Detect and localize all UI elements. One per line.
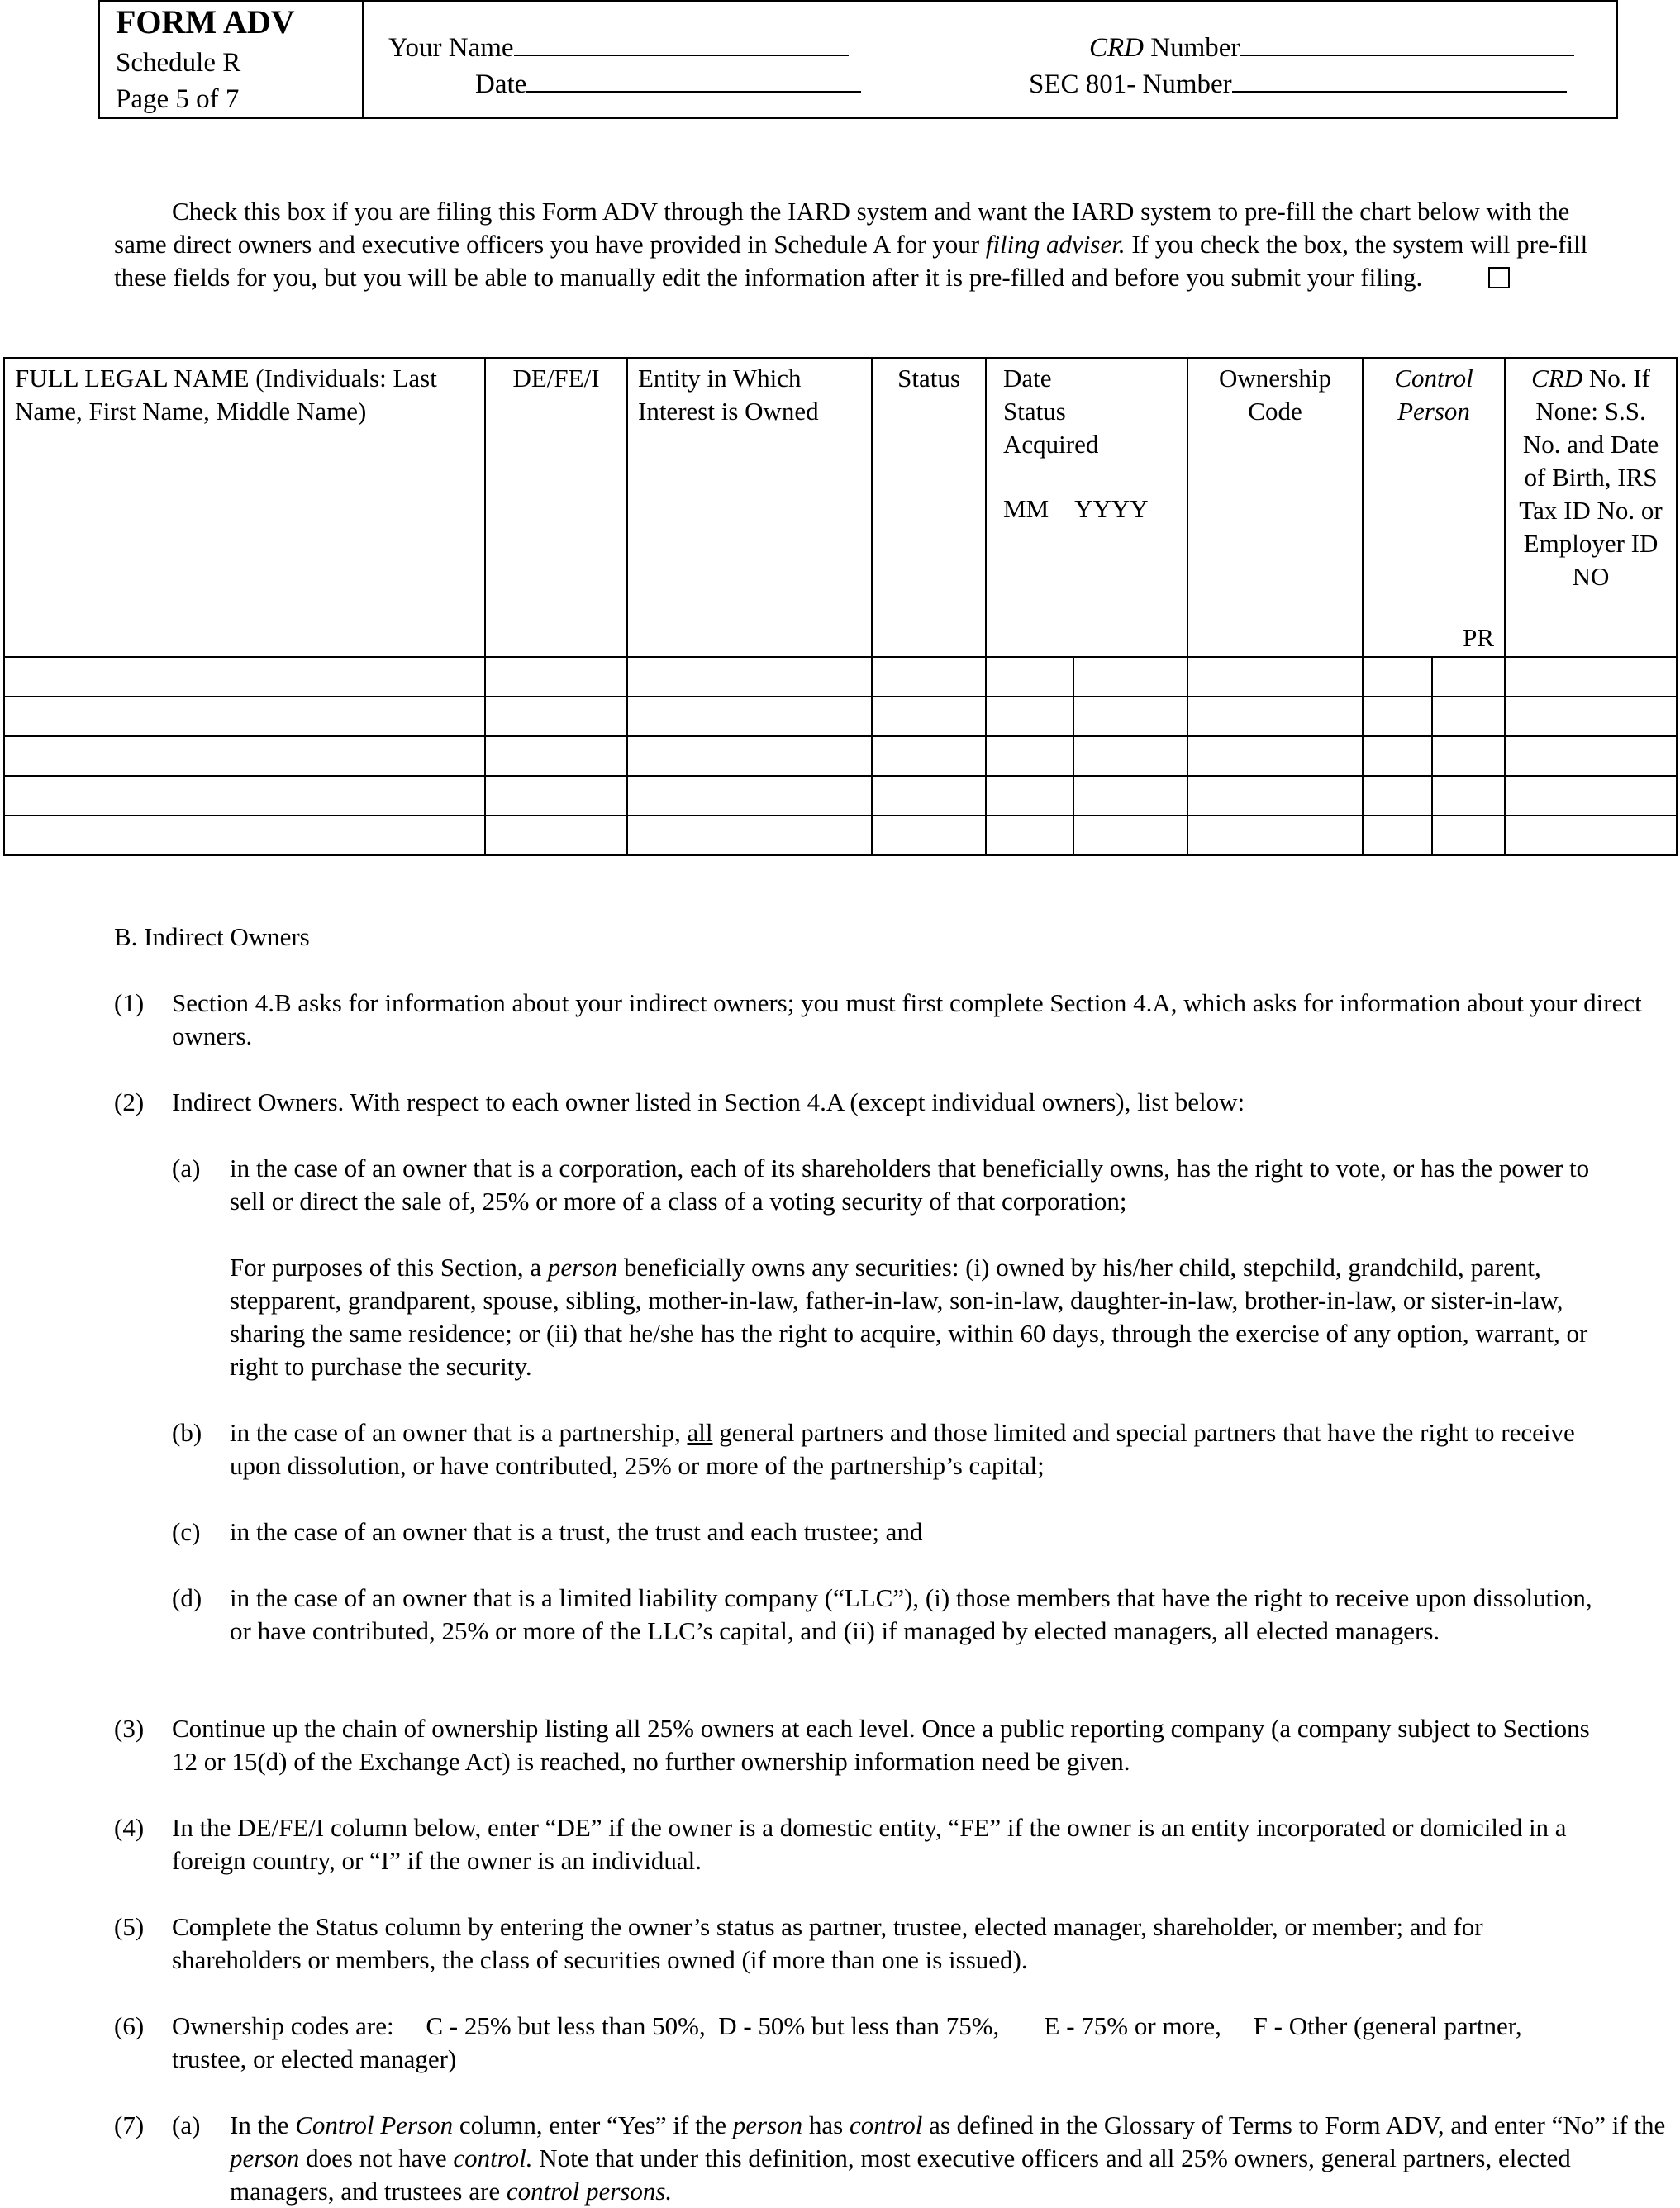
item-2c-text: in the case of an owner that is a trust, the trust and each trustee; and (230, 1517, 923, 1546)
date-header-mm: MM (1003, 494, 1049, 523)
col-crd-no (1505, 358, 1677, 657)
prefill-text-2: If you check the box, the system will pre-fill these fields for you, but you will be able to manually edit the information after it is pre-filled and before you submit your filing. (114, 230, 1588, 292)
table-cell[interactable] (485, 697, 627, 736)
table-cell[interactable] (1363, 657, 1432, 697)
table-cell[interactable] (986, 697, 1073, 736)
table-header-row (4, 358, 1677, 657)
table-cell[interactable] (1187, 736, 1363, 776)
item-7a-text (230, 2109, 1676, 2208)
item-2a-label: (a) (172, 1154, 201, 1183)
date-row (475, 63, 861, 101)
item-2a-note-text-2: beneficially owns any securities: (i) owned by his/her child, stepchild, grandchild, parent, stepparent, grandparent, spouse, sibling, mother-in-law, father-in-law, son-in-law, daughter-in-law, brother-in-law, or sister-in-law, sharing the same residence; or (ii) that he/she has the right to acquire, within 60 days, through the exercise of any option, warrant, or right to purchase the security. (230, 1253, 1588, 1381)
item-2a-note (230, 1251, 1618, 1383)
crd-number-row (1089, 26, 1574, 64)
date-label: Date (475, 69, 527, 99)
table-cell[interactable] (1432, 697, 1505, 736)
your-name-row (388, 26, 849, 64)
item-2b-underline: all (687, 1418, 713, 1447)
item-7a-text-5: does not have (299, 2144, 454, 2172)
form-title: FORM ADV (116, 3, 295, 40)
crd-number-field[interactable] (1240, 26, 1574, 56)
table-cell[interactable] (485, 657, 627, 697)
table-cell[interactable] (627, 816, 872, 855)
item-7a-italic-2: person (732, 2110, 803, 2139)
item-7a-text-3: has (802, 2110, 850, 2139)
table-cell[interactable] (4, 776, 485, 816)
table-cell[interactable] (4, 657, 485, 697)
item-2d-text: in the case of an owner that is a limited liability company (“LLC”), (i) those members that have the right to receive upon dissolution, or have contributed, 25% or more of the LLC’s capital, and (ii) if managed by elected managers, all elected managers. (230, 1583, 1592, 1645)
table-cell[interactable] (1187, 816, 1363, 855)
item-7a-label: (a) (172, 2110, 201, 2139)
table-cell[interactable] (1363, 776, 1432, 816)
table-row (4, 816, 1677, 855)
form-schedule: Schedule R (116, 48, 241, 78)
crd-header-italic: CRD (1531, 364, 1583, 393)
table-cell[interactable] (1432, 816, 1505, 855)
prefill-text-italic: filing adviser. (985, 230, 1126, 259)
sec-number-row (1029, 63, 1567, 101)
table-cell[interactable] (986, 776, 1073, 816)
date-field[interactable] (526, 63, 861, 93)
your-name-field[interactable] (514, 26, 849, 56)
col-defei: DE/FE/I (485, 358, 627, 657)
table-cell[interactable] (1187, 776, 1363, 816)
item-7a-text-6: Note that under this definition, most executive officers and all 25% owners, general partners, elected managers, and trustees are (230, 2144, 1571, 2206)
crd-header-text: No. If None: S.S. No. and Date of Birth, IRS Tax ID No. or Employer ID NO (1519, 364, 1663, 591)
owners-table (3, 357, 1678, 856)
table-cell[interactable] (4, 736, 485, 776)
table-cell[interactable] (1505, 776, 1677, 816)
item-3-text: Continue up the chain of ownership listing all 25% owners at each level. Once a public reporting company (a company subject to Sections 12 or 15(d) of the Exchange Act) is reached, no further ownership information need be given. (172, 1714, 1590, 1776)
item-7a-italic-5: control. (453, 2144, 533, 2172)
table-cell[interactable] (1505, 816, 1677, 855)
table-cell[interactable] (485, 736, 627, 776)
table-cell[interactable] (1363, 816, 1432, 855)
item-1-text: Section 4.B asks for information about your indirect owners; you must first complete Section 4.A, which asks for information about your direct owners. (172, 988, 1642, 1050)
table-cell[interactable] (986, 657, 1073, 697)
col-status: Status (872, 358, 986, 657)
table-cell[interactable] (1073, 657, 1187, 697)
ownership-header-line-1: Ownership (1218, 364, 1332, 393)
table-cell[interactable] (4, 816, 485, 855)
item-2-number: (2) (114, 1087, 145, 1116)
item-5-number: (5) (114, 1912, 145, 1941)
table-cell[interactable] (1505, 657, 1677, 697)
item-6-number: (6) (114, 2011, 145, 2040)
item-2b-label: (b) (172, 1418, 202, 1447)
table-cell[interactable] (627, 657, 872, 697)
table-cell[interactable] (1505, 697, 1677, 736)
date-header-line-2: Status (1003, 397, 1066, 426)
table-cell[interactable] (485, 816, 627, 855)
crd-label-italic: CRD (1089, 33, 1144, 63)
item-2a-text: in the case of an owner that is a corporation, each of its shareholders that beneficially owns, has the right to vote, or has the power to sell or direct the sale of, 25% or more of a class of a voting security of that corporation; (230, 1154, 1590, 1216)
table-cell[interactable] (1187, 657, 1363, 697)
item-6-text: Ownership codes are: C - 25% but less than 50%, D - 50% but less than 75%, E - 75% or more, F - Other (general partner, trustee, or elected manager) (172, 2011, 1529, 2073)
item-1-number: (1) (114, 988, 145, 1017)
ownership-header-line-2: Code (1248, 397, 1302, 426)
table-cell[interactable] (627, 697, 872, 736)
item-7a-italic-3: control (849, 2110, 923, 2139)
item-7a-italic-1: Control Person (295, 2110, 454, 2139)
table-cell[interactable] (872, 776, 986, 816)
table-cell[interactable] (1073, 736, 1187, 776)
item-4-text: In the DE/FE/I column below, enter “DE” if the owner is a domestic entity, “FE” if the owner is an entity incorporated or domiciled in a foreign country, or “I” if the owner is an individual. (172, 1813, 1567, 1875)
your-name-label: Your Name (388, 33, 514, 63)
sec-number-label: SEC 801- Number (1029, 69, 1232, 99)
col-ownership-code (1187, 358, 1363, 657)
item-4-number: (4) (114, 1813, 145, 1842)
prefill-instructions (114, 195, 1593, 294)
control-header-pr: PR (1463, 623, 1495, 652)
item-5-text: Complete the Status column by entering the owner’s status as partner, trustee, elected manager, shareholder, or member; and for shareholders or members, the class of securities owned (if more than one is issued). (172, 1912, 1483, 1974)
form-page-number: Page 5 of 7 (116, 84, 240, 114)
item-7a-italic-6: control persons. (506, 2177, 673, 2206)
item-2b-text-2: general partners and those limited and special partners that have the right to receive upon dissolution, or have contributed, 25% or more of the partnership’s capital; (230, 1418, 1575, 1480)
table-cell[interactable] (1073, 776, 1187, 816)
table-cell[interactable] (1363, 736, 1432, 776)
prefill-text-1: Check this box if you are filing this Form ADV through the IARD system and want the IARD system to pre-fill the chart below with the same direct owners and executive officers you have provided in Schedule A for your (114, 197, 1570, 259)
table-row (4, 657, 1677, 697)
table-cell[interactable] (1187, 697, 1363, 736)
table-cell[interactable] (986, 816, 1073, 855)
table-cell[interactable] (1073, 697, 1187, 736)
col-date-status-acquired (986, 358, 1187, 657)
item-2b-text (230, 1416, 1618, 1482)
control-header-line-2: Person (1397, 397, 1470, 426)
table-cell[interactable] (4, 697, 485, 736)
date-header-yyyy: YYYY (1074, 494, 1149, 523)
col-control-person (1363, 358, 1505, 657)
table-cell[interactable] (986, 736, 1073, 776)
table-cell[interactable] (627, 736, 872, 776)
item-2d-label: (d) (172, 1583, 202, 1612)
item-7a-text-1: In the (230, 2110, 296, 2139)
table-row (4, 776, 1677, 816)
table-cell[interactable] (1073, 816, 1187, 855)
sec-number-field[interactable] (1232, 63, 1567, 93)
item-2a-note-italic: person (547, 1253, 618, 1282)
table-cell[interactable] (1432, 776, 1505, 816)
control-header-line-1: Control (1394, 364, 1473, 393)
prefill-checkbox[interactable] (1488, 267, 1510, 288)
table-cell[interactable] (1432, 657, 1505, 697)
date-header-line-1: Date (1003, 364, 1052, 393)
item-2c-label: (c) (172, 1517, 201, 1546)
table-cell[interactable] (485, 776, 627, 816)
item-2b-text-1: in the case of an owner that is a partnership, (230, 1418, 688, 1447)
table-cell[interactable] (627, 776, 872, 816)
section-b-title: B. Indirect Owners (114, 922, 310, 951)
table-row (4, 736, 1677, 776)
item-7a-italic-4: person (230, 2144, 300, 2172)
item-7-number: (7) (114, 2110, 145, 2139)
item-2a-note-text-1: For purposes of this Section, a (230, 1253, 548, 1282)
col-full-legal-name: FULL LEGAL NAME (Individuals: Last Name, First Name, Middle Name) (4, 358, 485, 657)
crd-label: Number (1144, 33, 1240, 63)
header-divider (362, 0, 364, 119)
table-cell[interactable] (1505, 736, 1677, 776)
table-cell[interactable] (872, 697, 986, 736)
table-cell[interactable] (872, 657, 986, 697)
table-cell[interactable] (872, 816, 986, 855)
col-entity: Entity in Which Interest is Owned (627, 358, 872, 657)
date-header-line-3: Acquired (1003, 430, 1099, 459)
item-2-text: Indirect Owners. With respect to each owner listed in Section 4.A (except individual owners), list below: (172, 1087, 1245, 1116)
table-cell[interactable] (1363, 697, 1432, 736)
item-3-number: (3) (114, 1714, 145, 1743)
table-row (4, 697, 1677, 736)
item-7a-text-2: column, enter “Yes” if the (453, 2110, 733, 2139)
table-cell[interactable] (872, 736, 986, 776)
item-7a-text-4: as defined in the Glossary of Terms to Form ADV, and enter “No” if the (922, 2110, 1666, 2139)
table-cell[interactable] (1432, 736, 1505, 776)
